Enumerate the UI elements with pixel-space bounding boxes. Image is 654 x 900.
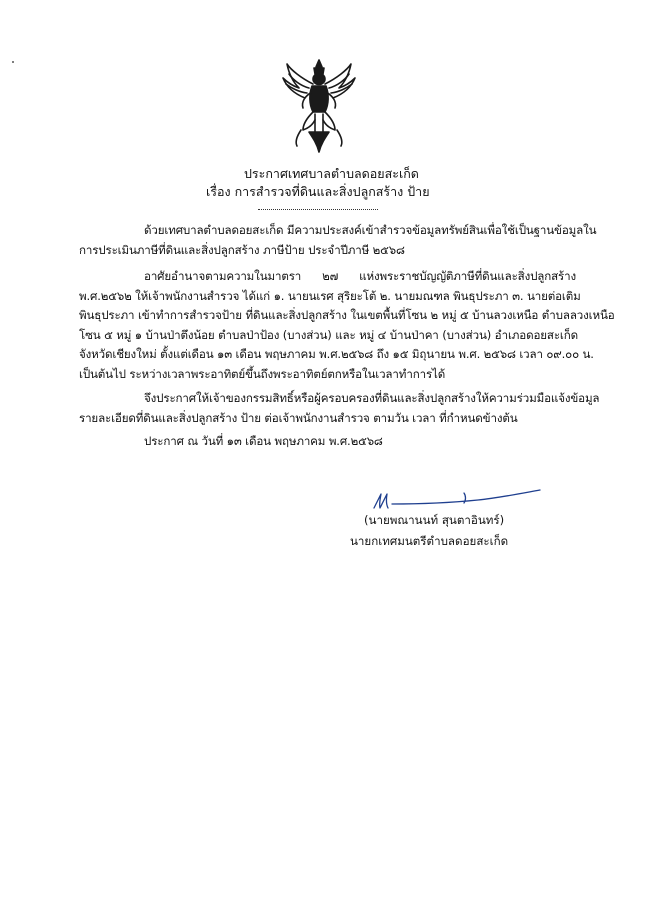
paragraph-line: การประเมินภาษีที่ดินและสิ่งปลูกสร้าง ภาษีป้าย ประจำปีภาษี ๒๕๖๘ <box>79 242 405 257</box>
paragraph-request <box>79 389 600 428</box>
signer-position: นายกเทศมนตรีตำบลดอยสะเก็ด <box>350 534 509 548</box>
garuda-emblem-icon <box>279 58 359 154</box>
paragraph-line: รายละเอียดที่ดินและสิ่งปลูกสร้าง ป้าย ต่อเจ้าพนักงานสำรวจ ตามวัน เวลา ที่กำหนดข้างต้น <box>79 410 518 425</box>
title-divider <box>258 209 378 210</box>
announcement-subject: เรื่อง การสำรวจที่ดินและสิ่งปลูกสร้าง ป้าย <box>206 184 430 199</box>
announce-date <box>79 432 576 452</box>
paragraph-line: เป็นต้นไป ระหว่างเวลาพระอาทิตย์ขึ้นถึงพระอาทิตย์ตกหรือในเวลาทำการได้ <box>79 366 446 381</box>
paragraph-authority <box>79 267 615 384</box>
paragraph-line: โซน ๕ หมู่ ๑ บ้านป่าตึงน้อย ตำบลป่าป้อง (บางส่วน) และ หมู่ ๔ บ้านป่าคา (บางส่วน) อำเภอดอยสะเก็ด <box>79 327 578 342</box>
paragraph-intro <box>79 221 597 260</box>
paragraph-line: จังหวัดเชียงใหม่ ตั้งแต่เดือน ๑๓ เดือน พฤษภาคม พ.ศ.๒๕๖๘ ถึง ๑๕ มิถุนายน พ.ศ. ๒๕๖๘ เวลา ๐๙.๐๐ น. <box>79 347 594 361</box>
paragraph-line: พินธุประภา เข้าทำการสำรวจป้าย ที่ดินและสิ่งปลูกสร้าง ในเขตพื้นที่โซน ๒ หมู่ ๕ บ้านลวงเหนือ ตำบลลวงเหนือ <box>79 308 615 322</box>
paragraph-line: จึงประกาศให้เจ้าของกรรมสิทธิ์หรือผู้ครอบครองที่ดินและสิ่งปลูกสร้างให้ความร่วมมือแจ้งข้อมูล <box>144 391 600 405</box>
paragraph-line: พ.ศ.๒๕๖๒ ให้เจ้าพนักงานสำรวจ ได้แก่ ๑. นายนเรศ สุริยะโต้ ๒. นายมณฑล พินธุประภา ๓. นายต่อเติม <box>79 288 581 303</box>
announcement-title: ประกาศเทศบาลตำบลดอยสะเก็ด <box>244 166 419 181</box>
paragraph-line: ด้วยเทศบาลตำบลดอยสะเก็ด มีความประสงค์เข้าสำรวจข้อมูลทรัพย์สินเพื่อใช้เป็นฐานข้อมูลใน <box>144 223 597 237</box>
signer-name: (นายพณานนท์ สุนตาอินทร์) <box>364 513 505 527</box>
scan-speck <box>12 61 14 63</box>
paragraph-line: อาศัยอำนาจตามความในมาตรา ๒๗ แห่งพระราชบัญญัติภาษีที่ดินและสิ่งปลูกสร้าง <box>144 269 576 283</box>
announce-date-line: ประกาศ ณ วันที่ ๑๓ เดือน พฤษภาคม พ.ศ.๒๕๖๘ <box>144 434 383 448</box>
